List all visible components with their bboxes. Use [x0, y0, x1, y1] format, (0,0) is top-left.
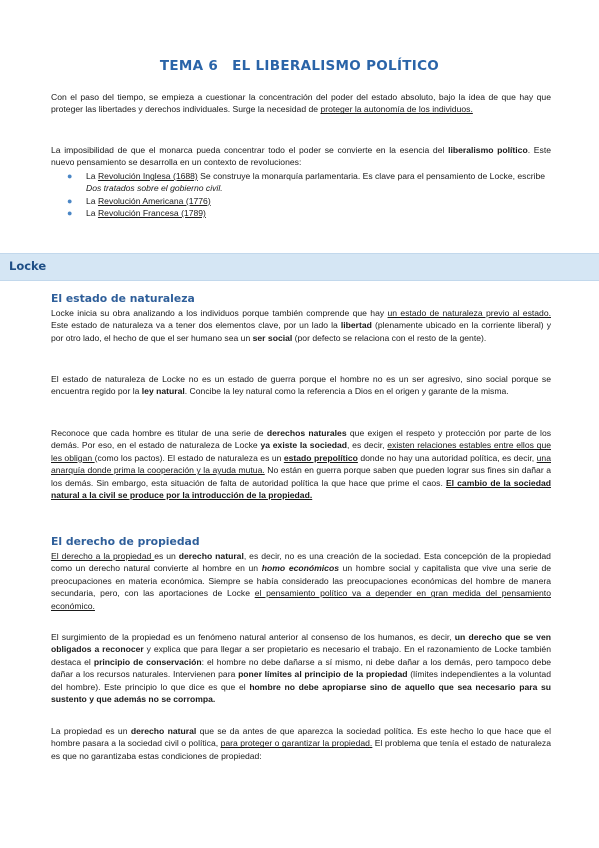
bold-text: liberalismo político	[448, 145, 528, 155]
bold-text: derechos naturales	[266, 428, 347, 438]
text-run: La	[86, 171, 98, 181]
bold-text: un derecho que se ven obligados a reconocer	[51, 632, 551, 655]
subheading-estado-naturaleza: El estado de naturaleza	[51, 292, 195, 305]
bold-text: derecho natural	[178, 551, 244, 561]
underlined-text: El derecho a la propiedad	[51, 551, 155, 561]
bullet-icon: ●	[67, 195, 73, 206]
estado-paragraph-1	[51, 307, 551, 344]
underlined-text: para proteger o garantizar la propiedad.	[220, 738, 373, 749]
bullet-icon: ●	[67, 208, 73, 219]
intro-paragraph-2	[51, 144, 551, 169]
underlined-text: un estado de naturaleza previo al estado.	[387, 308, 551, 318]
bold-text: principio de conservación	[93, 656, 202, 667]
text-run: que exigen el respeto y protección por parte de los demás. Por eso, en el estado de naturaleza de Locke	[51, 428, 552, 451]
text-run: La	[86, 195, 98, 206]
propiedad-paragraph-3	[51, 725, 551, 762]
text-run: (límites independientes a la voluntad del hombre). Este principio lo que dice es que el	[51, 669, 551, 692]
estado-paragraph-3	[51, 427, 551, 501]
underlined-text: proteger la autonomía de los individuos.	[320, 104, 473, 115]
bold-underlined-text: El cambio de la sociedad natural a la civil se produce por la introducción de la propiedad.	[51, 477, 551, 501]
text-run: y explica que para llegar a ser propietario es necesario el trabajo. En el razonamiento de Locke también destaca el	[51, 644, 551, 667]
underlined-text: Revolución Inglesa (1688)	[97, 171, 198, 181]
chapter-number: TEMA 6	[159, 58, 219, 74]
text-run: Este estado de naturaleza va a tener dos elementos clave, por un lado la	[51, 320, 341, 331]
section-header	[0, 253, 599, 281]
bold-text: libertad	[340, 320, 372, 331]
text-run: , es decir,	[347, 440, 388, 451]
text-run: Se construye la monarquía parlamentaria. Es clave para el pensamiento de Locke, escribe	[197, 171, 546, 181]
estado-paragraph-2	[51, 373, 551, 398]
text-run: donde no hay una autoridad política, es decir,	[357, 452, 537, 463]
bold-text: hombre no debe apropiarse sino de aquello que sea necesario para su sustento y que además no se corrompa.	[51, 681, 552, 705]
section-title: Locke	[9, 259, 47, 273]
text-run: El estado de naturaleza de Locke no es un estado de guerra porque el hombre no es un ser agresivo, sino social porque se encuentra regido por la	[51, 374, 551, 397]
bold-text: poner límites al principio de la propiedad	[238, 669, 408, 680]
text-run: . Concibe la ley natural como la referencia a Dios en el origen y garante de la misma.	[184, 386, 509, 397]
revolutions-list	[67, 170, 556, 220]
text-run: No están en guerra porque saben que pueden lograr sus fines sin dañar a los demás. Sin embargo, esta situación de falta de autoridad política la que hace que prime el caos.	[51, 465, 551, 488]
text-run: (como los pactos). El estado de naturaleza es un	[94, 452, 284, 463]
bold-text: ley natural	[141, 386, 185, 397]
bold-text: ya existe la sociedad	[260, 440, 348, 451]
propiedad-paragraph-2	[51, 631, 551, 705]
text-run: La imposibilidad de que el monarca pueda concentrar todo el poder se convierte en la esencia del	[51, 145, 449, 155]
chapter-title: EL LIBERALISMO POLÍTICO	[232, 58, 440, 74]
text-run: . Este nuevo pensamiento se desarrolla en un contexto de revoluciones:	[51, 145, 551, 168]
text-run: Reconoce que cada hombre es titular de una serie de	[51, 428, 267, 438]
subheading-derecho-propiedad: El derecho de propiedad	[51, 535, 200, 548]
propiedad-paragraph-1	[51, 550, 551, 612]
underlined-text: Revolución Americana (1776)	[97, 195, 211, 206]
text-run: , es decir, no es una creación de la sociedad. Esta concepción de la propiedad como un derecho natural convierte al hombre en un	[51, 551, 551, 574]
text-run: El surgimiento de la propiedad es un fenómeno natural anterior al consenso de los humanos, es decir,	[51, 632, 455, 642]
bold-text: derecho natural	[130, 726, 197, 736]
text-run: El problema que tenía el estado de naturaleza es que no garantizaba estas condiciones de propiedad:	[51, 738, 552, 761]
page-title	[0, 58, 599, 74]
list-item	[67, 195, 556, 207]
intro-paragraph-1	[51, 91, 551, 116]
bold-italic-text: homo económicos	[261, 563, 339, 574]
list-item	[67, 207, 556, 219]
text-run: es un	[154, 551, 179, 561]
underlined-text: una anarquía donde prima la cooperación y la ayuda mutua.	[51, 452, 551, 476]
bold-text: ser social	[252, 332, 293, 343]
text-run: un hombre social y capitalista que vive una serie de preocupaciones en materia económica. Siempre se había considerado las preocupaciones económicas del hombre de manera secundaria, pero, con las aportaciones de Locke	[51, 563, 552, 599]
text-run: La propiedad es un	[51, 726, 131, 736]
book-title: Dos tratados sobre el gobierno civil.	[86, 183, 223, 194]
text-run: (por defecto se relaciona con el resto de la gente).	[292, 332, 487, 343]
list-item	[67, 170, 556, 195]
underlined-text: existen relaciones estables entre ellos que les obligan	[51, 440, 552, 463]
underlined-text: el pensamiento político va a depender en gran medida del pensamiento económico.	[51, 588, 551, 611]
text-run: Con el paso del tiempo, se empieza a cuestionar la concentración del poder del estado absoluto, bajo la idea de que hay que proteger las libertades y derechos individuales. Surge la necesidad de	[51, 92, 551, 115]
bullet-icon: ●	[67, 171, 73, 181]
text-run: que se da antes de que aparezca la sociedad política. Es este hecho lo que hace que el hombre pasara a la sociedad civil o política,	[51, 726, 551, 749]
text-run: Locke inicia su obra analizando a los individuos porque también comprende que hay	[51, 308, 388, 318]
bold-underlined-text: estado prepolítico	[283, 452, 358, 463]
underlined-text: Revolución Francesa (1789)	[97, 208, 206, 219]
text-run: La	[86, 208, 98, 219]
text-run: : el hombre no debe dañarse a sí mismo, ni debe dañar a los demás, pero tampoco debe dañar a los recursos naturales. Intervienen para	[51, 656, 551, 680]
text-run: (plenamente ubicado en la corriente liberal) y por otro lado, el hecho de que el ser humano sea un	[51, 320, 551, 343]
